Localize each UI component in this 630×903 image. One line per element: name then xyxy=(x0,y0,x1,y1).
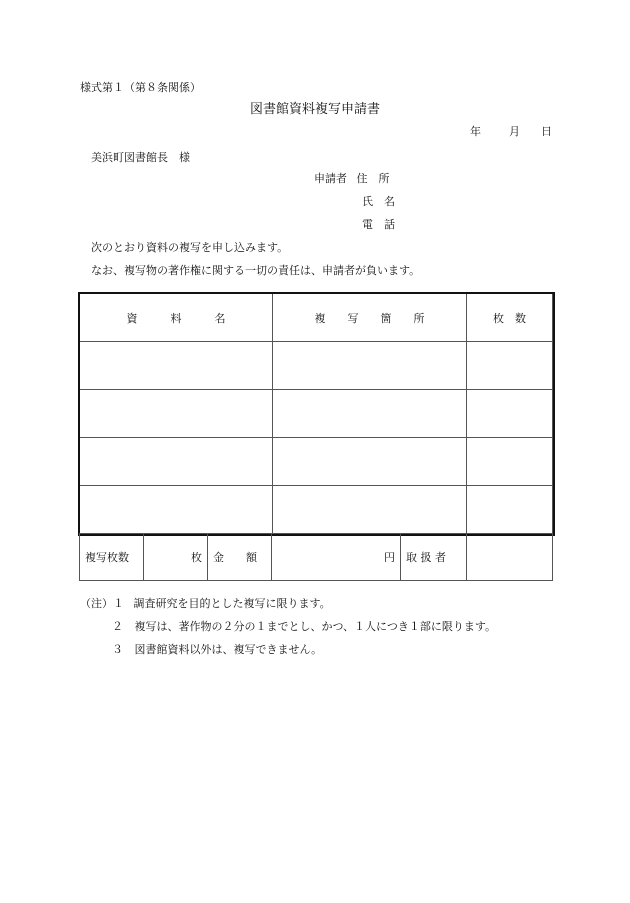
request-table xyxy=(79,293,553,534)
handler-cell[interactable] xyxy=(467,534,553,581)
amount-label: 金 額 xyxy=(208,534,272,581)
date-day-label: 日 xyxy=(541,125,552,138)
handler-label: 取 扱 者 xyxy=(401,534,467,581)
applicant-phone-label: 電 話 xyxy=(362,218,395,231)
copy-section-cell[interactable] xyxy=(273,390,467,438)
form-label: 様式第１（第８条関係） xyxy=(80,81,201,94)
sheet-count-cell[interactable] xyxy=(467,342,553,390)
material-name-cell[interactable] xyxy=(80,486,273,534)
address-label: 住 所 xyxy=(356,172,390,185)
applicant-name-label: 氏 名 xyxy=(362,195,395,208)
table-row xyxy=(80,342,553,390)
note-1-number: （注）１ xyxy=(80,597,124,610)
copy-section-cell[interactable] xyxy=(273,342,467,390)
note-1-text: 調査研究を目的とした複写に限ります。 xyxy=(133,597,331,610)
table-row xyxy=(80,390,553,438)
page-title: 図書館資料複写申請書 xyxy=(249,102,380,117)
header-copy-section: 複 写 箇 所 xyxy=(273,294,467,342)
table-header-row xyxy=(80,294,553,342)
copy-section-cell[interactable] xyxy=(273,486,467,534)
note-3 xyxy=(112,643,322,657)
addressee: 美浜町図書館長 様 xyxy=(91,151,190,164)
note-2 xyxy=(112,620,496,634)
note-3-number: ３ xyxy=(112,643,123,656)
intro-line-1: 次のとおり資料の複写を申し込みます。 xyxy=(91,241,289,254)
date-month-label: 月 xyxy=(509,125,520,138)
intro-line-2: なお、複写物の著作権に関する一切の責任は、申請者が負います。 xyxy=(91,264,421,277)
copy-section-cell[interactable] xyxy=(273,438,467,486)
date-year-label: 年 xyxy=(470,125,481,138)
sheet-count-cell[interactable] xyxy=(467,486,553,534)
note-2-number: ２ xyxy=(112,620,123,633)
copies-unit[interactable]: 枚 xyxy=(144,534,208,581)
amount-unit[interactable]: 円 xyxy=(272,534,401,581)
applicant-address-row xyxy=(314,172,390,186)
material-name-cell[interactable] xyxy=(80,342,273,390)
table-row xyxy=(80,438,553,486)
table-row xyxy=(80,486,553,534)
sheet-count-cell[interactable] xyxy=(467,390,553,438)
header-material-name: 資 料 名 xyxy=(80,294,273,342)
applicant-label: 申請者 xyxy=(314,172,347,185)
summary-row xyxy=(80,534,553,581)
summary-table xyxy=(79,533,553,581)
header-sheet-count: 枚 数 xyxy=(467,294,553,342)
sheet-count-cell[interactable] xyxy=(467,438,553,486)
note-3-text: 図書館資料以外は、複写できません。 xyxy=(134,643,323,656)
note-1 xyxy=(80,597,331,611)
note-2-text: 複写は、著作物の２分の１までとし、かつ、１人につき１部に限ります。 xyxy=(134,620,496,633)
material-name-cell[interactable] xyxy=(80,438,273,486)
copies-label: 複写枚数 xyxy=(80,534,144,581)
material-name-cell[interactable] xyxy=(80,390,273,438)
